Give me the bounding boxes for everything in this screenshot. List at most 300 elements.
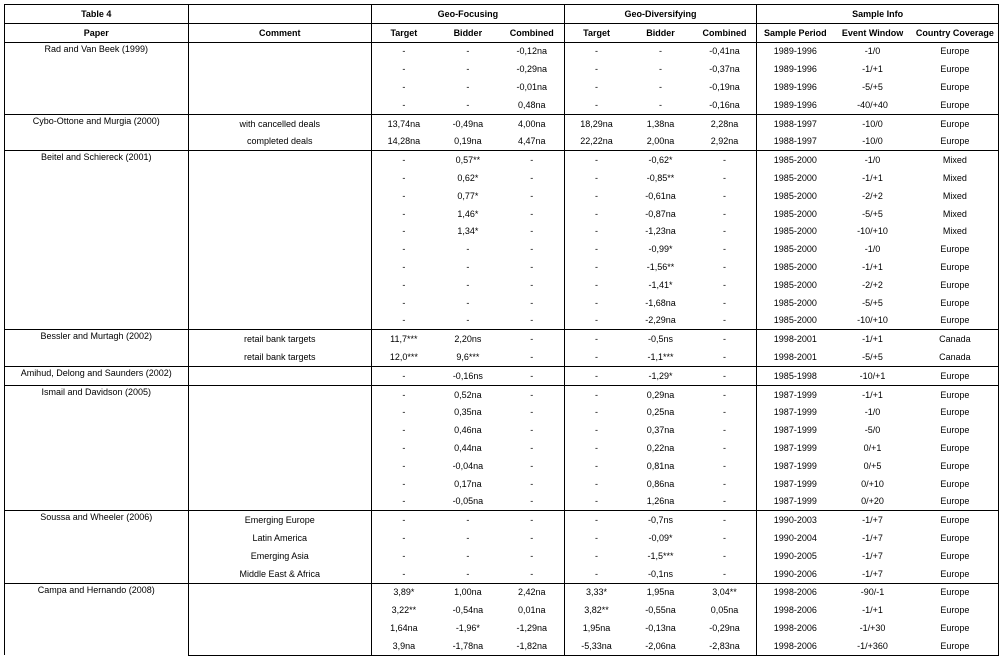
col-event-window: Event Window [833,23,911,42]
country-coverage-cell: Europe [912,294,999,312]
gd-combined-cell: - [693,404,757,422]
event-window-cell: -10/0 [862,136,883,147]
sample-period-cell: 1987-1999 [773,460,817,471]
gf-target-cell: 11,7*** [372,330,436,348]
comment-cell: retail bank targets [188,330,372,348]
gd-bidder-cell: -2,29na [645,315,676,326]
gd-target-cell: - [595,407,599,418]
gd-bidder-cell: -1,68na [645,297,676,308]
sample-period-cell: 1989-1996 [773,82,817,93]
gd-target-cell: - [595,262,599,273]
paper-cell: Soussa and Wheeler (2006) [5,511,189,583]
sample-period-cell: 1985-2000 [773,208,817,219]
gd-target-cell: - [595,190,599,201]
gf-target-cell: - [402,425,406,436]
country-coverage-cell: Europe [912,637,999,655]
country-coverage-cell: Europe [912,511,999,529]
country-coverage-cell: Europe [912,258,999,276]
comment-cell [188,312,372,330]
gf-target-cell: - [402,190,406,201]
gf-combined-cell: - [500,330,564,348]
gd-combined-cell: - [693,366,757,385]
gf-target-cell: - [402,496,406,507]
sample-period-cell: 1998-2006 [757,637,833,655]
gf-combined-cell: - [500,169,564,187]
event-window-cell: -1/0 [833,151,911,169]
gd-target-cell: - [595,425,599,436]
gf-combined-cell: - [500,475,564,493]
sample-period-cell: 1985-2000 [773,244,817,255]
col-country-coverage: Country Coverage [912,23,999,42]
paper-cell: Ismail and Davidson (2005) [5,385,189,511]
gf-combined-cell: -1,29na [500,619,564,637]
comment-cell [188,439,372,457]
gd-bidder-cell: -1,23na [645,226,676,237]
gf-target-cell: - [372,385,436,403]
gd-bidder-cell: -0,55na [645,605,676,616]
comment-cell [188,42,372,60]
event-window-cell: -1/+1 [833,385,911,403]
gf-combined-cell: 0,01na [500,601,564,619]
comment-cell [188,151,372,169]
gd-bidder-cell: -1,5*** [647,550,674,561]
sample-period-cell: 1987-1999 [773,478,817,489]
gd-combined-cell: - [693,330,757,348]
comment-cell [188,619,372,637]
event-window-cell: -10/+10 [857,226,888,237]
gf-target-cell: - [372,151,436,169]
event-window-cell: -1/+7 [862,533,883,543]
gf-combined-cell: -1,82na [500,637,564,655]
country-coverage-cell: Europe [912,96,999,114]
sample-period-cell: 1998-2006 [757,583,833,601]
gd-bidder-cell: 0,22na [646,443,675,454]
gf-combined-cell: - [500,276,564,294]
gd-combined-cell: - [693,205,757,223]
sample-period-cell: 1985-2000 [773,279,817,290]
header-row-groups [5,5,999,24]
gd-bidder-cell: 2,00na [646,136,675,147]
gd-bidder-cell: 1,26na [646,496,675,507]
country-coverage-cell: Mixed [912,187,999,205]
gf-bidder-cell: 0,77* [457,190,479,201]
gd-combined-cell: 2,92na [693,133,757,151]
gd-combined-cell: - [693,547,757,565]
gf-target-cell: - [402,262,406,273]
gd-combined-cell: - [693,258,757,276]
gf-bidder-cell: - [466,315,470,326]
gf-bidder-cell: -0,16ns [436,366,500,385]
sample-period-cell: 1990-2004 [773,533,817,543]
gd-bidder-cell: -0,87na [645,208,676,219]
event-window-cell: 0/+5 [863,460,882,471]
gf-combined-cell: 4,00na [500,114,564,132]
sample-period-cell: 1987-1999 [773,496,817,507]
gf-combined-cell: - [500,439,564,457]
event-window-cell: -1/+1 [862,262,883,273]
gf-target-cell: - [402,279,406,290]
gd-target-cell: - [595,99,599,110]
gd-target-cell: - [595,443,599,454]
col-gd-combined: Combined [693,23,757,42]
gd-bidder-cell: -0,85** [646,173,675,184]
gd-target-cell: - [595,460,599,471]
gf-bidder-cell: -0,04na [452,460,484,471]
gd-target-cell: - [595,315,599,326]
gf-target-cell: - [402,99,406,110]
event-window-cell: -1/+1 [833,330,911,348]
gd-combined-cell: - [693,421,757,439]
gd-bidder-cell: -1,56** [646,262,675,273]
gd-bidder-cell: -1,41* [648,279,673,290]
country-coverage-cell: Mixed [912,223,999,241]
gf-target-cell: - [372,42,436,60]
gf-bidder-cell: - [466,533,470,543]
country-coverage-cell: Europe [912,240,999,258]
gf-bidder-cell: 1,34* [457,226,479,237]
col-gf-target: Target [372,23,436,42]
sample-period-cell: 1985-2000 [757,151,833,169]
gf-combined-cell: - [500,493,564,511]
gd-target-cell: 3,82** [584,605,609,616]
gf-target-cell: - [402,478,406,489]
event-window-cell: -10/+10 [857,315,888,326]
gf-combined-cell: - [500,258,564,276]
country-coverage-cell: Mixed [912,151,999,169]
gf-combined-cell: - [500,187,564,205]
country-coverage-cell: Europe [912,421,999,439]
gf-target-cell: - [402,244,406,255]
gd-target-cell: - [564,42,628,60]
gf-bidder-cell: - [466,64,470,75]
gd-bidder-cell: -0,1ns [647,568,673,579]
gd-bidder-cell: - [659,82,662,93]
paper-cell: Rad and Van Beek (1999) [5,42,189,114]
comment-cell: Emerging Asia [188,547,372,565]
country-coverage-cell: Europe [912,60,999,78]
gf-combined-cell: - [500,348,564,366]
gf-target-cell: - [402,297,406,308]
country-coverage-cell: Mixed [912,169,999,187]
country-coverage-cell: Europe [912,312,999,330]
table-row [5,366,999,385]
col-gf-bidder: Bidder [436,23,500,42]
gd-bidder-cell: 1,38na [628,114,692,132]
comment-cell [188,404,372,422]
comment-cell [188,294,372,312]
sample-period-cell: 1988-1997 [773,136,817,147]
gf-bidder-cell: 0,62* [457,173,479,184]
country-coverage-cell: Europe [912,276,999,294]
gd-target-cell: - [595,297,599,308]
gf-bidder-cell: - [466,568,470,579]
gf-bidder-cell: 2,20ns [436,330,500,348]
sample-period-cell: 1987-1999 [773,443,817,454]
gd-bidder-cell: -0,7ns [628,511,692,529]
event-window-cell: -1/+7 [833,511,911,529]
col-sample-period: Sample Period [757,23,833,42]
gd-combined-cell: - [693,169,757,187]
gf-combined-cell: 0,48na [500,96,564,114]
gd-bidder-cell: - [659,99,662,110]
paper-cell: Beitel and Schiereck (2001) [5,151,189,330]
gd-target-cell: - [595,226,599,237]
gd-bidder-cell: 0,29na [628,385,692,403]
gd-bidder-cell: 0,81na [646,460,675,471]
col-gd-target: Target [564,23,628,42]
gd-bidder-cell: -2,06na [628,637,692,655]
gd-target-cell: - [595,478,599,489]
gf-combined-cell: - [500,529,564,547]
event-window-cell: -1/+7 [862,568,883,579]
gd-target-cell: - [595,568,599,579]
gd-combined-cell: - [693,240,757,258]
event-window-cell: -10/+1 [833,366,911,385]
gf-bidder-cell: -0,54na [452,605,484,616]
gf-combined-cell: - [500,457,564,475]
gf-bidder-cell: - [466,244,470,255]
event-window-cell: -2/+2 [862,279,883,290]
gf-target-cell: 3,89* [372,583,436,601]
country-coverage-cell: Europe [912,42,999,60]
table-row [5,385,999,403]
gf-combined-cell: - [500,223,564,241]
gf-bidder-cell: -1,78na [436,637,500,655]
gf-target-cell: - [372,511,436,529]
gd-combined-cell: 2,28na [693,114,757,132]
comment-cell [188,366,372,385]
gd-target-cell: - [595,244,599,255]
gf-bidder-cell: 0,52na [436,385,500,403]
event-window-cell: -40/+40 [857,99,888,110]
event-window-cell: -1/0 [864,244,881,255]
gd-combined-cell: - [693,294,757,312]
header-geo-diversifying: Geo-Diversifying [564,5,757,24]
paper-cell: Amihud, Delong and Saunders (2002) [5,366,189,385]
comment-cell: Latin America [188,529,372,547]
gf-combined-cell: - [500,294,564,312]
gd-target-cell: - [595,496,599,507]
gf-combined-cell: -0,29na [500,60,564,78]
gf-combined-cell: - [500,205,564,223]
table-row [5,330,999,348]
gd-combined-cell: - [693,312,757,330]
gf-target-cell: - [402,226,406,237]
results-table [4,4,999,656]
country-coverage-cell: Europe [912,114,999,132]
gf-combined-cell: - [500,151,564,169]
country-coverage-cell: Europe [912,493,999,511]
gf-bidder-cell: 0,17na [454,478,482,489]
gd-combined-cell: 0,05na [693,601,757,619]
gd-bidder-cell: -0,09* [648,533,673,543]
gd-combined-cell: - [693,276,757,294]
sample-period-cell: 1998-2006 [773,622,817,633]
gd-bidder-cell: 0,86na [646,478,675,489]
gf-combined-cell: - [500,240,564,258]
paper-cell: Campa and Hernando (2008) [5,583,189,655]
gd-bidder-cell: -1,29* [628,366,692,385]
comment-cell [188,601,372,619]
comment-cell [188,240,372,258]
comment-cell [188,637,372,655]
gf-bidder-cell: -0,49na [436,114,500,132]
event-window-cell: -90/-1 [833,583,911,601]
sample-period-cell: 1985-1998 [757,366,833,385]
gf-target-cell: - [402,315,406,326]
sample-period-cell: 1998-2001 [757,330,833,348]
gd-target-cell: - [564,385,628,403]
gf-target-cell: 1,64na [390,622,418,633]
sample-period-cell: 1989-1996 [757,42,833,60]
gd-combined-cell: - [693,475,757,493]
comment-cell [188,169,372,187]
event-window-cell: -1/+7 [862,550,883,561]
comment-cell: Emerging Europe [188,511,372,529]
gd-bidder-cell: -0,13na [645,622,676,633]
gd-target-cell: - [564,366,628,385]
col-gd-bidder: Bidder [628,23,692,42]
table-row [5,583,999,601]
gf-target-cell: - [402,64,406,75]
sample-period-cell: 1998-2006 [773,605,817,616]
sample-period-cell: 1988-1997 [757,114,833,132]
gf-target-cell: - [402,208,406,219]
sample-period-cell: 1989-1996 [773,64,817,75]
gf-target-cell: 3,22** [391,605,417,616]
gf-combined-cell: - [500,421,564,439]
gd-bidder-cell: -1,1*** [647,352,674,363]
gd-target-cell: - [595,82,599,93]
gd-target-cell: 3,33* [564,583,628,601]
sample-period-cell: 1998-2001 [773,352,817,363]
comment-cell [188,583,372,601]
gf-target-cell: - [402,460,406,471]
gf-bidder-cell: -1,96* [455,622,480,633]
gf-target-cell: 14,28na [387,136,421,147]
gf-target-cell: 13,74na [372,114,436,132]
gd-target-cell: - [595,533,599,543]
gd-bidder-cell: 0,25na [646,407,675,418]
comment-cell [188,205,372,223]
gf-bidder-cell: - [436,511,500,529]
gd-combined-cell: -0,37na [693,60,757,78]
gf-bidder-cell: - [466,99,470,110]
sample-period-cell: 1987-1999 [757,385,833,403]
comment-cell [188,78,372,96]
sample-period-cell: 1985-2000 [773,262,817,273]
gf-bidder-cell: 0,19na [454,136,482,147]
event-window-cell: -1/0 [864,407,881,418]
gf-bidder-cell: - [466,279,470,290]
gf-bidder-cell: 1,00na [436,583,500,601]
gf-combined-cell: - [500,312,564,330]
event-window-cell: -1/+1 [862,64,883,75]
gd-target-cell: 22,22na [580,136,613,147]
gf-bidder-cell: -0,05na [452,496,484,507]
gf-bidder-cell: - [466,297,470,308]
event-window-cell: 0/+10 [861,478,884,489]
country-coverage-cell: Europe [912,529,999,547]
country-coverage-cell: Europe [912,457,999,475]
gd-target-cell: - [564,151,628,169]
comment-cell: Middle East & Africa [188,565,372,583]
country-coverage-cell: Canada [912,330,999,348]
gd-target-cell: -5,33na [564,637,628,655]
event-window-cell: 0/+20 [861,496,884,507]
sample-period-cell: 1985-2000 [773,190,817,201]
sample-period-cell: 1985-2000 [773,315,817,326]
gd-combined-cell: - [693,457,757,475]
sample-period-cell: 1987-1999 [773,407,817,418]
table-row [5,114,999,132]
gf-bidder-cell: - [436,42,500,60]
gf-combined-cell: -0,01na [500,78,564,96]
gf-bidder-cell: - [466,82,470,93]
sample-period-cell: 1985-2000 [773,297,817,308]
comment-cell [188,187,372,205]
event-window-cell: -5/+5 [862,208,883,219]
gf-bidder-cell: - [466,262,470,273]
event-window-cell: -2/+2 [862,190,883,201]
event-window-cell: -1/0 [833,42,911,60]
gd-combined-cell: - [693,385,757,403]
gd-target-cell: - [595,279,599,290]
gf-combined-cell: - [500,385,564,403]
gf-target-cell: - [402,82,406,93]
gd-combined-cell: - [693,439,757,457]
gf-combined-cell: - [500,547,564,565]
gd-bidder-cell: -0,62* [628,151,692,169]
event-window-cell: -5/+5 [862,297,883,308]
gd-target-cell: - [595,352,599,363]
sample-period-cell: 1990-2003 [757,511,833,529]
gd-bidder-cell: - [659,64,662,75]
gf-combined-cell: - [500,404,564,422]
gf-target-cell: - [372,366,436,385]
country-coverage-cell: Europe [912,475,999,493]
comment-cell [188,96,372,114]
gd-target-cell: - [595,173,599,184]
country-coverage-cell: Europe [912,78,999,96]
gd-combined-cell: 3,04** [693,583,757,601]
gf-combined-cell: -0,12na [500,42,564,60]
comment-cell [188,276,372,294]
country-coverage-cell: Europe [912,133,999,151]
country-coverage-cell: Europe [912,601,999,619]
gd-target-cell: - [595,64,599,75]
gd-target-cell: - [595,208,599,219]
sample-period-cell: 1989-1996 [773,99,817,110]
gd-bidder-cell: 1,95na [628,583,692,601]
header-blank [188,5,372,24]
country-coverage-cell: Europe [912,439,999,457]
gd-combined-cell: -0,16na [693,96,757,114]
event-window-cell: -10/0 [833,114,911,132]
country-coverage-cell: Europe [912,583,999,601]
event-window-cell: -1/+1 [862,173,883,184]
gd-bidder-cell: 0,37na [646,425,675,436]
gf-bidder-cell: 0,46na [454,425,482,436]
country-coverage-cell: Canada [912,348,999,366]
gd-combined-cell: - [693,493,757,511]
country-coverage-cell: Europe [912,565,999,583]
gf-combined-cell: - [500,511,564,529]
event-window-cell: -5/0 [864,425,881,436]
country-coverage-cell: Europe [912,547,999,565]
gd-combined-cell: - [693,529,757,547]
sample-period-cell: 1987-1999 [773,425,817,436]
